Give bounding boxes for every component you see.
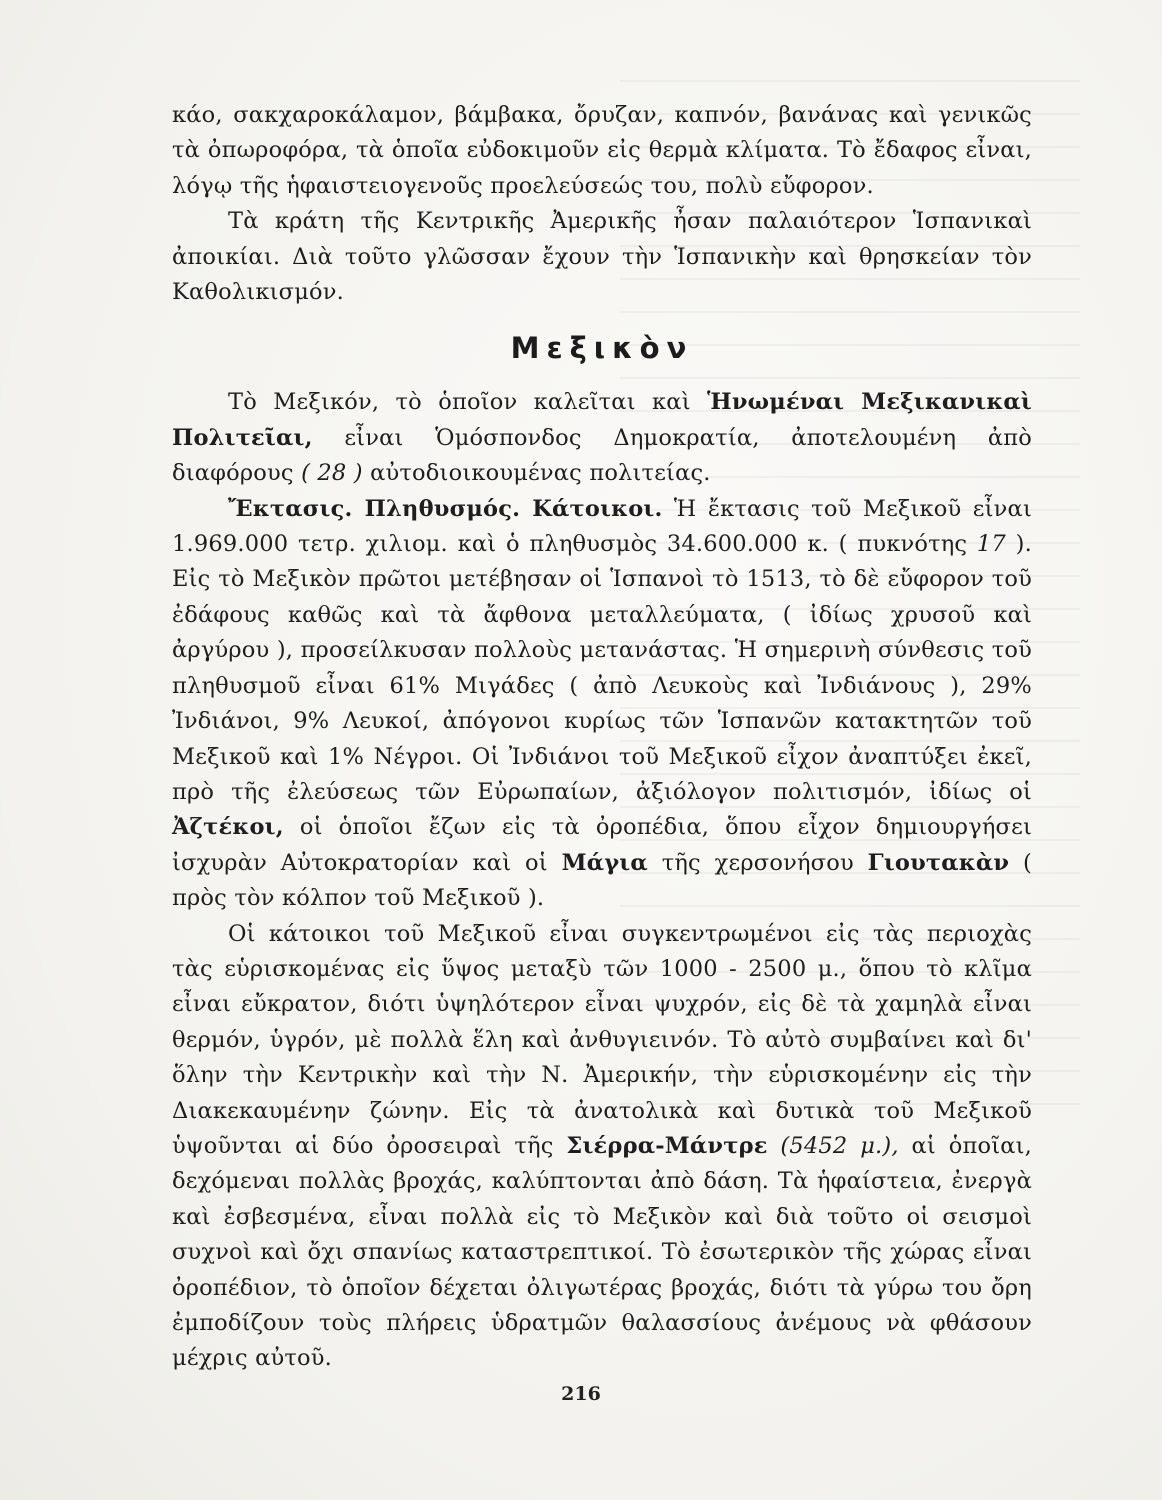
bold-term-maya: Μάγια [561, 849, 648, 876]
bold-subheading-area: Ἔκτασις. Πληθυσμός. Κάτοικοι. [228, 495, 663, 522]
bold-term-yucatan: Γιουτακὰν [867, 849, 1010, 876]
paragraph-mexico-intro [172, 385, 1032, 491]
text-run: τῆς χερσονήσου [647, 849, 868, 876]
paragraph-central-america: Τὰ κράτη τῆς Κεντρικῆς Ἀμερικῆς ἦσαν παλαιότερον Ἱσπανικαὶ ἀποικίαι. Διὰ τοῦτο γλῶσσαν ἔχουν τὴν Ἱσπανικὴν καὶ θρησκείαν τὸν Καθολικισμόν. [172, 208, 1032, 306]
text-run: οἱ ὁποῖοι ἔζων εἰς τὰ ὀροπέδια, ὅπου εἶχον δημιουργήσει ἰσχυρὰν Αὐτοκρατορίαν καὶ οἱ [172, 814, 1032, 876]
italic-density: 17 [976, 531, 1006, 558]
bold-term-sierra-madre: Σιέρρα-Μάντρε [566, 1132, 768, 1159]
text-run: Τὸ Μεξικόν, τὸ ὁποῖον καλεῖται καὶ [228, 389, 708, 416]
text-run: Οἱ κάτοικοι τοῦ Μεξικοῦ εἶναι συγκεντρωμένοι εἰς τὰς περιοχὰς τὰς εὑρισκομένας εἰς ὕψος μεταξὺ τῶν 1000 - 2500 μ., ὅπου τὸ κλῖμα εἶναι εὔκρατον, διότι ὑψηλότερον εἶναι ψυχρόν, εἰς δὲ τὰ χαμηλὰ εἶναι θερμόν, ὑγρόν, μὲ πολλὰ ἕλη καὶ ἀνθυγιεινόν. Τὸ αὐτὸ συμβαίνει καὶ δι' ὅλην τὴν Κεντρικὴν καὶ τὴν Ν. Ἀμερικήν, τὴν εὑρισκομένην εἰς τὴν Διακεκαυμένην ζώνην. Εἰς τὰ ἀνατολικὰ καὶ δυτικὰ τοῦ Μεξικοῦ ὑψοῦνται αἱ δύο ὀροσειραὶ τῆς [172, 920, 1032, 1159]
body-text [172, 98, 1032, 1377]
text-run: Ἡ ἔκτασις τοῦ Μεξικοῦ εἶναι 1.969.000 τετρ. χιλιομ. καὶ ὁ πληθυσμὸς 34.600.000 κ. ( πυκνότης [172, 495, 1032, 558]
paragraph-area-population [172, 492, 1032, 917]
text-run: αἱ ὁποῖαι, δεχόμεναι πολλὰς βροχάς, καλύπτονται ἀπὸ δάση. Τὰ ἡφαίστεια, ἐνεργὰ καὶ ἐσβεσμένα, εἶναι πολλὰ εἰς τὸ Μεξικὸν καὶ διὰ τοῦτο οἱ σεισμοὶ συχνοὶ καὶ ὄχι σπανίως καταστρεπτικοί. Τὸ ἐσωτερικὸν τῆς χώρας εἶναι ὀροπέδιον, τὸ ὁποῖον δέχεται ὀλιγωτέρας βροχάς, διότι τὰ γύρω του ὄρη ἐμποδίζουν τοὺς πλήρεις ὑδρατμῶν θαλασσίους ἀνέμους νὰ φθάσουν μέχρις αὐτοῦ. [172, 1132, 1033, 1372]
text-run: εἶναι Ὁμόσπονδος Δημοκρατία, ἀποτελουμένη ἀπὸ διαφόρους [172, 424, 1032, 487]
text-run: αὐτοδιοικουμένας πολιτείας. [362, 460, 711, 487]
paragraph-climate-relief [172, 917, 1032, 1377]
italic-number-states: ( 28 ) [301, 460, 363, 487]
text-run: ( πρὸς τὸν κόλπον τοῦ Μεξικοῦ ). [172, 849, 1032, 912]
paragraph-crops: κάο, σακχαροκάλαμον, βάμβακα, ὄρυζαν, καπνόν, βανάνας καὶ γενικῶς τὰ ὀπωροφόρα, τὰ ὁποῖα εὐδοκιμοῦν εἰς θερμὰ κλίματα. Τὸ ἔδαφος εἶναι, λόγῳ τῆς ἡφαιστειογενοῦς προελεύσεώς του, πολὺ εὔφορον. [172, 102, 1032, 199]
section-heading-mexico: Μεξικὸν [510, 331, 694, 366]
italic-elevation: (5452 μ.), [767, 1132, 899, 1159]
bold-term-aztecs: Ἀζτέκοι, [172, 814, 284, 841]
text-run: ). Εἰς τὸ Μεξικὸν πρῶτοι μετέβησαν οἱ Ἱσπανοὶ τὸ 1513, τὸ δὲ εὔφορον τοῦ ἐδάφους καθῶς καὶ τὰ ἄφθονα μεταλλεύματα, ( ἰδίως χρυσοῦ καὶ ἀργύρου ), προσείλκυσαν πολλοὺς μετανάστας. Ἡ σημερινὴ σύνθεσις τοῦ πληθυσμοῦ εἶναι 61% Μιγάδες ( ἀπὸ Λευκοὺς καὶ Ἰνδιάνους ), 29% Ἰνδιάνοι, 9% Λευκοί, ἀπόγονοι κυρίως τῶν Ἱσπανῶν κατακτητῶν τοῦ Μεξικοῦ καὶ 1% Νέγροι. Οἱ Ἰνδιάνοι τοῦ Μεξικοῦ εἶχον ἀναπτύξει ἐκεῖ, πρὸ τῆς ἐλεύσεως τῶν Εὐρωπαίων, ἀξιόλογον πολιτισμόν, ἰδίως οἱ [172, 531, 1032, 805]
bold-term-united-states: Ἡνωμέναι Μεξικανικαὶ Πολιτεῖαι, [172, 389, 1032, 451]
page-number: 216 [561, 1383, 601, 1405]
